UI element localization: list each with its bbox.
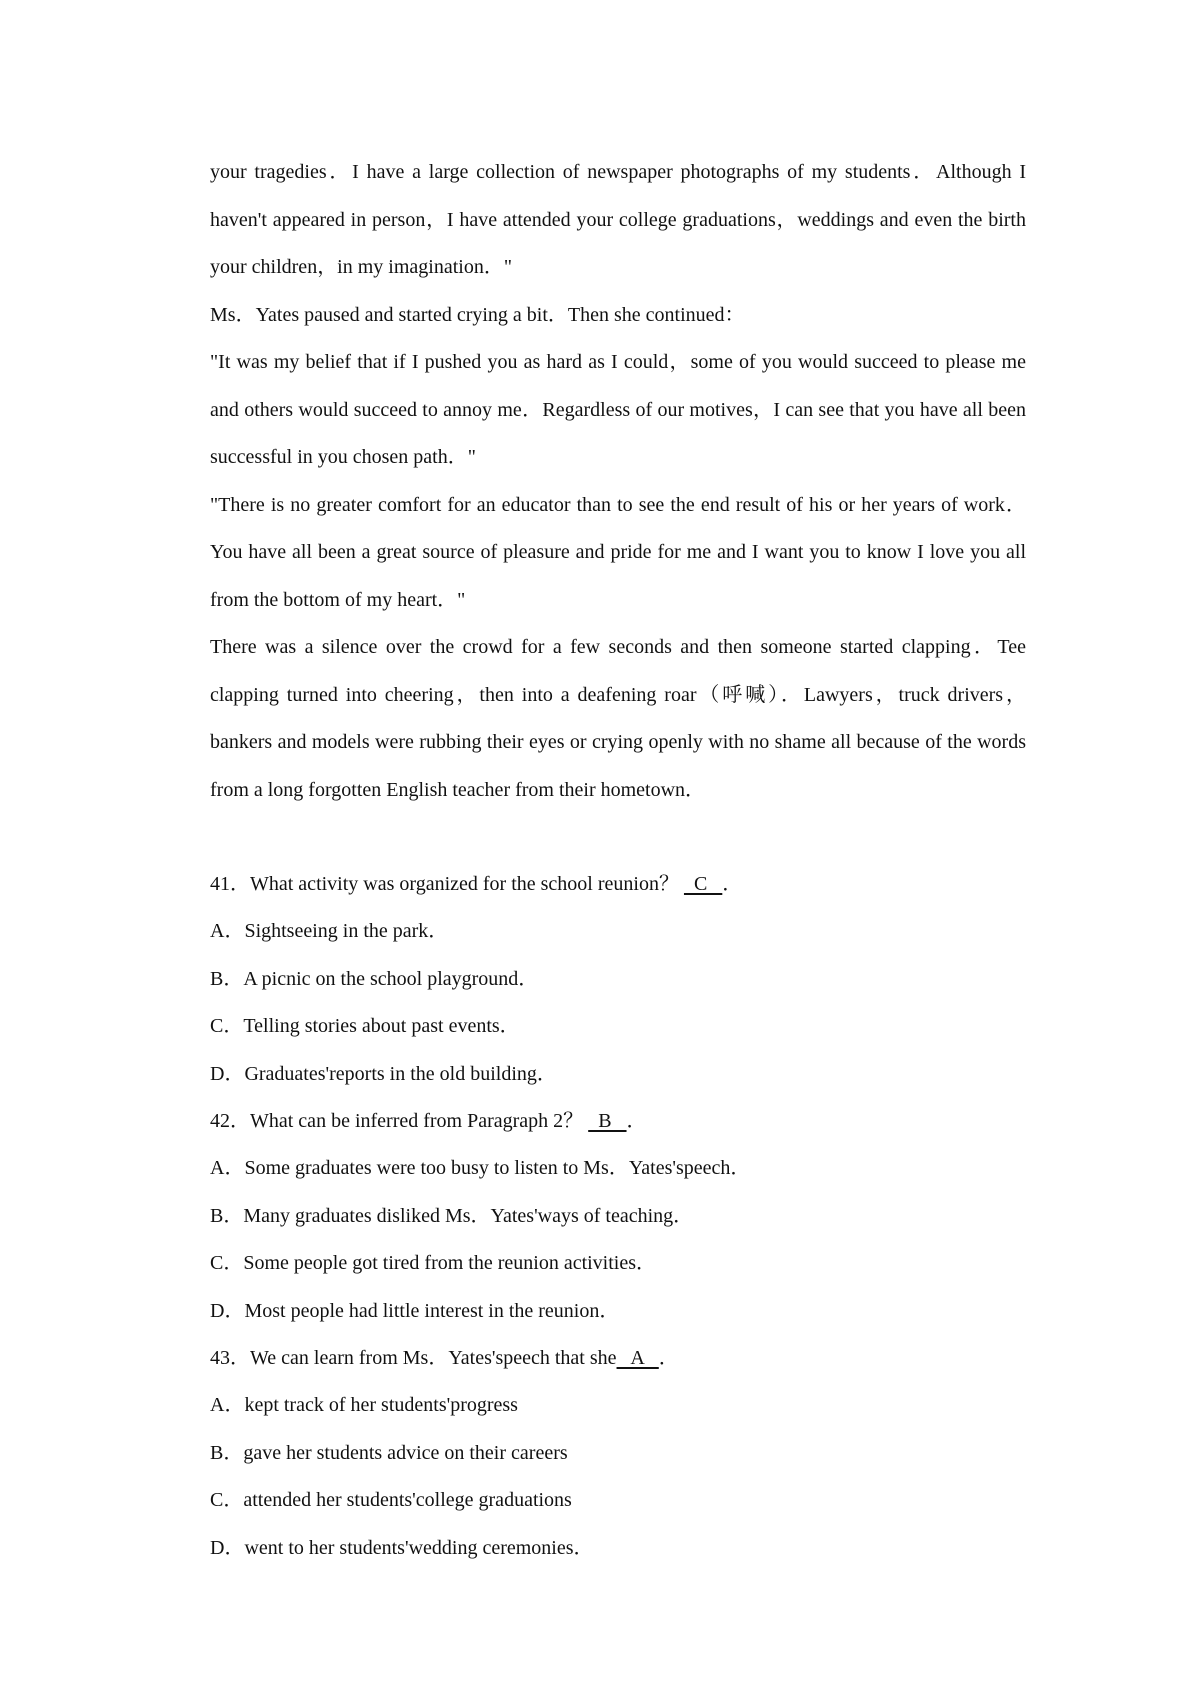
option-c: C．Some people got tired from the reunion activities．: [210, 1252, 657, 1275]
option-b: B．Many graduates disliked Ms．Yates'ways of teaching．: [210, 1204, 694, 1227]
question-text: 43．We can learn from Ms．Yates'speech that she: [210, 1347, 617, 1370]
option-c: C．Telling stories about past events．: [210, 1015, 520, 1038]
paragraph-2: Ms．Yates paused and started crying a bit．Then she continued：: [210, 303, 745, 326]
paragraph-3: "It was my belief that if I pushed you as hard as I could，some of you would succeed to please me and others would succeed to annoy me．Regardless of our motives，I can see that you have all been successful in you chosen path．": [210, 351, 1026, 468]
reading-passage: [210, 149, 1026, 814]
paragraph-4: "There is no greater comfort for an educator than to see the end result of his or her years of work．You have all been a great source of pleasure and pride for me and I want you to know I love you all from the bottom of my heart．": [210, 493, 1026, 611]
question-list: [210, 861, 1026, 1572]
option-b: B．gave her students advice on their careers: [210, 1441, 568, 1464]
question-stem: [210, 1335, 1026, 1382]
question-stem: [210, 1098, 1026, 1145]
option-a: A．Sightseeing in the park．: [210, 920, 449, 943]
answer-blank: B: [588, 1110, 627, 1133]
document-page: [210, 149, 1026, 1572]
answer-blank: C: [683, 873, 723, 895]
question-41: [210, 861, 1026, 1098]
spacer: [210, 814, 1026, 861]
paragraph-5: There was a silence over the crowd for a few seconds and then someone started clapping．Tee clapping turned into cheering，then into a deafening roar（呼喊）．Lawyers，truck drivers，bankers and models were rubbing their eyes or crying openly with no shame all because of the words from a long forgotten English teacher from their hometown．: [210, 636, 1026, 801]
option-d: D．went to her students'wedding ceremonies．: [210, 1536, 594, 1559]
answer-blank: A: [616, 1347, 659, 1370]
option-d: D．Most people had little interest in the reunion．: [210, 1299, 620, 1322]
question-42: [210, 1098, 1026, 1335]
option-b: B．A picnic on the school playground．: [210, 967, 539, 990]
option-a: A．kept track of her students'progress: [210, 1394, 518, 1417]
question-end: ．: [658, 1347, 679, 1370]
option-d: D．Graduates'reports in the old building．: [210, 1062, 557, 1085]
option-a: A．Some graduates were too busy to listen to Ms．Yates'speech．: [210, 1157, 751, 1180]
question-stem: [210, 861, 1026, 908]
option-c: C．attended her students'college graduations: [210, 1489, 572, 1512]
question-end: ．: [722, 873, 743, 895]
question-end: ．: [626, 1110, 647, 1133]
question-text: 42．What can be inferred from Paragraph 2？: [210, 1110, 584, 1133]
question-text: 41．What activity was organized for the school reunion？: [210, 873, 679, 895]
question-43: [210, 1335, 1026, 1572]
paragraph-1: your tragedies．I have a large collection of newspaper photographs of my students．Although I haven't appeared in person，I have attended your college graduations，weddings and even the birth your children，in my imagination．": [210, 161, 1026, 278]
